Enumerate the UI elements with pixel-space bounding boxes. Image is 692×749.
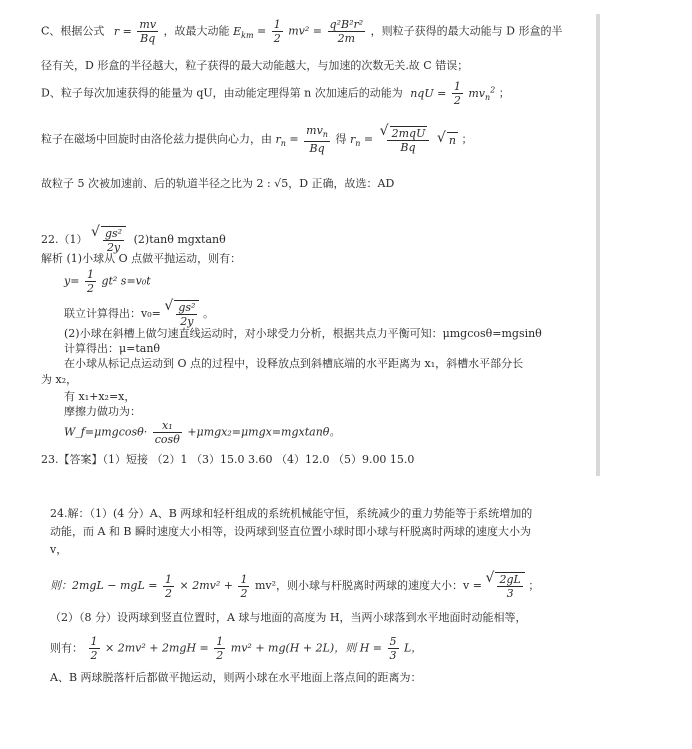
text: ； bbox=[461, 132, 473, 146]
formula: r = bbox=[113, 24, 132, 38]
sqrt: √ $\frac{\text{gs²}}{2y}$ bbox=[101, 226, 126, 254]
lorentz-line bbox=[41, 124, 472, 155]
formula-line: 则：2mgL − mgL = $\frac{1}{2}$ × 2mv² + $\frac{1}{2}$ mv²，则小球与杆脱离时两球的速度大小：v = √ $\frac{2gL}{3}$ ； bbox=[50, 572, 539, 600]
text: 粒子在磁场中回旋时由洛伦兹力提供向心力，由 bbox=[41, 132, 272, 146]
formula-line: 则有： $\frac{1}{2}$ × 2mv² + 2mgH = $\frac{1}{2}$ mv² + mg(H + 2L)，则 H = $\frac{5}{3}$ L， bbox=[50, 635, 423, 662]
text-line: (2)小球在斜槽上做匀速直线运动时，对小球受力分析，根据共点力平衡可知：μmgcosθ=mgsinθ bbox=[64, 327, 542, 340]
formula: nqU = bbox=[410, 86, 447, 100]
text-line: A、B 两球脱落杆后都做平抛运动，则两小球在水平地面上落点间的距离为： bbox=[50, 671, 422, 684]
text-line: 为 x₂， bbox=[41, 373, 78, 386]
text-line: 计算得出：μ=tanθ bbox=[64, 342, 161, 355]
text: ； bbox=[498, 86, 510, 100]
text: D、粒子每次加速获得的能量为 qU，由动能定理得第 n 次加速后的动能为 bbox=[41, 86, 403, 100]
formula: mv² = bbox=[288, 24, 323, 38]
text: = bbox=[363, 132, 374, 146]
text-line: 动能，而 A 和 B 瞬时速度大小相等，设两球到竖直位置小球时即小球与杆脱离时两球的速度大小为 bbox=[50, 525, 532, 538]
formula: $r_n$ bbox=[275, 132, 286, 148]
sqrt: √ n bbox=[447, 132, 458, 148]
text: = bbox=[257, 24, 267, 38]
q22-answer bbox=[41, 226, 226, 254]
q23-answer: 23.【答案】（1）短接 （2）1 （3）15.0 3.60 （4）12.0 （5）9.00 15.0 bbox=[41, 453, 415, 466]
formula: $E_{km}$ bbox=[233, 24, 254, 40]
fraction: $\frac{mv}{Bq}$ bbox=[139, 18, 157, 45]
text: 得 bbox=[335, 132, 347, 146]
text-line: 24.解：（1）(4 分）A、B 两球和轻杆组成的系统机械能守恒，系统减少的重力势能等于系统增加的 bbox=[50, 507, 533, 520]
text-line: 在小球从标记点运动到 O 点的过程中，设释放点到斜槽底端的水平距离为 x₁，斜槽水平部分长 bbox=[64, 357, 524, 370]
text: 22.（1） bbox=[41, 233, 88, 246]
option-c-line bbox=[41, 18, 562, 45]
text-line: 摩擦力做功为： bbox=[64, 405, 141, 418]
fraction: $\frac{mv_n}{Bq}$ bbox=[306, 124, 328, 156]
fraction: $\frac{1}{2}$ bbox=[273, 18, 281, 45]
formula: $mv_n^2$ bbox=[468, 84, 496, 102]
text-line: （2）（8 分）设两球到竖直位置时，A 球与地面的高度为 H，当两小球落到水平地面时动能相等， bbox=[50, 611, 527, 624]
text: ，故最大动能 bbox=[163, 24, 230, 38]
scrollbar-track[interactable] bbox=[596, 14, 600, 476]
fraction: $\frac{1}{2}$ bbox=[453, 80, 461, 107]
text-line: 故粒子 5 次被加速前、后的轨道半径之比为 2 : √5，D 正确，故选：AD bbox=[41, 177, 395, 190]
fraction: $\frac{\text{q²B²r²}}{2m}$ bbox=[329, 18, 364, 45]
text-line: 有 x₁+x₂=x， bbox=[64, 390, 136, 403]
formula-line: y= $\frac{1}{2}$ gt² s=v₀t bbox=[64, 268, 151, 295]
text-line: 径有关，D 形盒的半径越大，粒子获得的最大动能越大，与加速的次数无关.故 C 错误； bbox=[41, 59, 469, 72]
fraction: √ $\frac{\text{2mqU}}{Bq}$ bbox=[387, 126, 430, 154]
formula-line: W_f=μmgcosθ· $\frac{\text{x₁}}{\cos\theta}$ +μmgx₂=μmgx=mgxtanθ。 bbox=[64, 419, 341, 446]
formula: $r_n$ bbox=[349, 132, 361, 148]
option-d-line bbox=[41, 80, 510, 107]
text: = bbox=[289, 132, 299, 146]
text: (2)tanθ mgxtanθ bbox=[133, 233, 226, 246]
text: ，则粒子获得的最大动能与 D 形盒的半 bbox=[370, 24, 563, 38]
text-line: v， bbox=[50, 543, 68, 556]
text-line: 解析 (1)小球从 O 点做平抛运动，则有： bbox=[41, 252, 242, 265]
formula-line: 联立计算得出：v₀= √ $\frac{\text{gs²}}{2y}$ 。 bbox=[64, 300, 214, 328]
text: C、根据公式 bbox=[41, 24, 105, 38]
